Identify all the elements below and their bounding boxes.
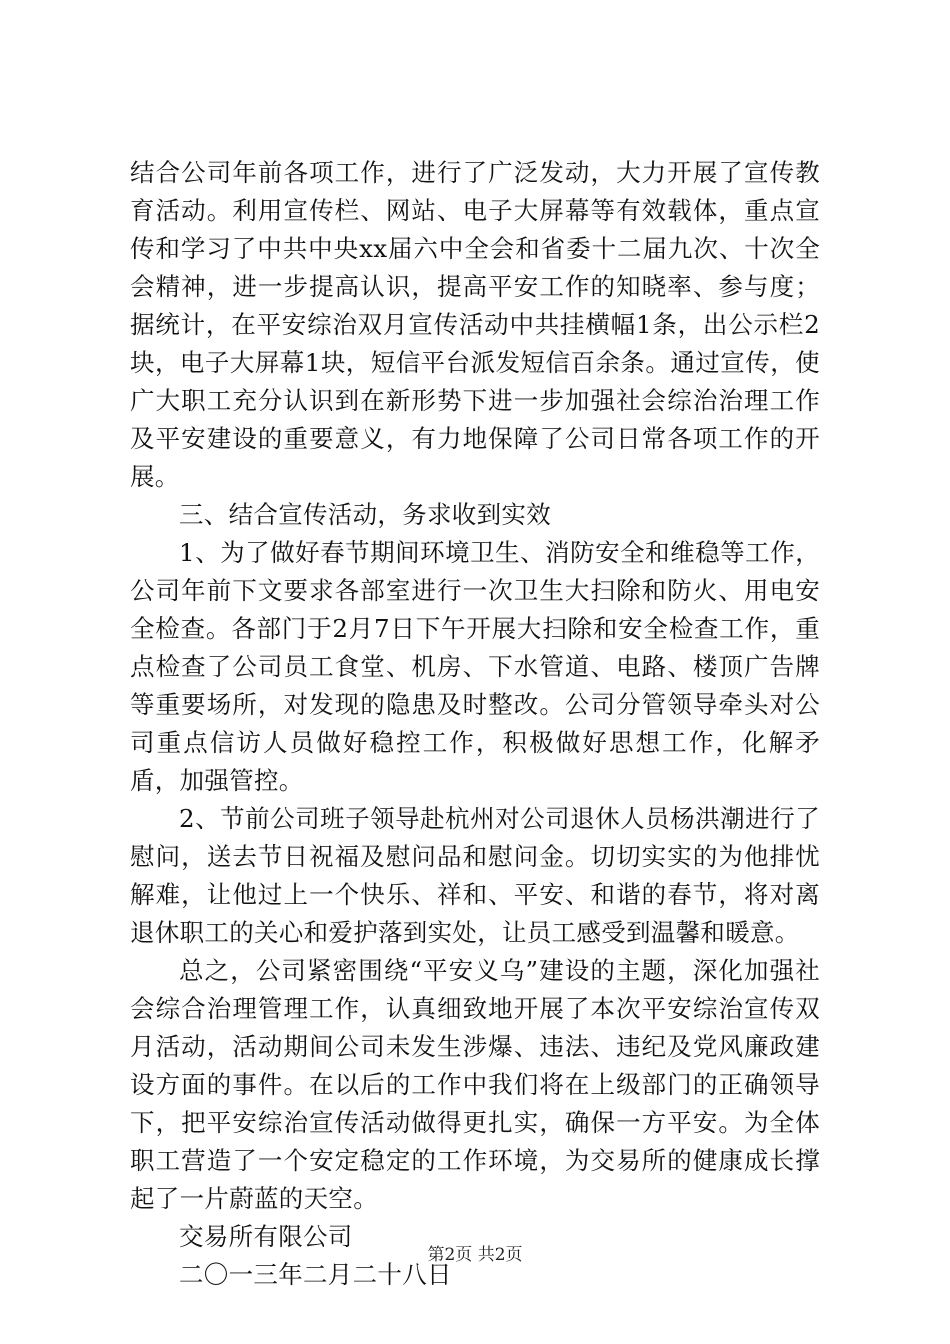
paragraph-conclusion: 总之，公司紧密围绕“平安义乌”建设的主题，深化加强社会综合治理管理工作，认真细致地开展了本次平安综治宣传双月活动，活动期间公司未发生涉爆、违法、违纪及党风廉政建设方面的事件。在以后的工作中我们将在上级部门的正确领导下，把平安综治宣传活动做得更扎实，确保一方平安。为全体职工营造了一个安定稳定的工作环境，为交易所的健康成长撑起了一片蔚蓝的天空。: [130, 956, 820, 1213]
page-number-footer: 第2页 共2页: [427, 1245, 523, 1265]
paragraph-item-two: 2、节前公司班子领导赴杭州对公司退休人员杨洪潮进行了慰问，送去节日祝福及慰问品和慰问金。切切实实的为他排忧解难，让他过上一个快乐、祥和、平安、和谐的春节，将对离退休职工的关心和爱护落到实处，让员工感受到温馨和暖意。: [130, 804, 820, 947]
signature-company: 交易所有限公司: [179, 1222, 353, 1251]
paragraph-publicity-summary: 结合公司年前各项工作，进行了广泛发动，大力开展了宣传教育活动。利用宣传栏、网站、电子大屏幕等有效载体，重点宣传和学习了中共中央xx届六中全会和省委十二届九次、十次全会精神，进一步提高认识，提高平安工作的知晓率、参与度；据统计，在平安综治双月宣传活动中共挂横幅1条，出公示栏2块，电子大屏幕1块，短信平台派发短信百余条。通过宣传，使广大职工充分认识到在新形势下进一步加强社会综治治理工作及平安建设的重要意义，有力地保障了公司日常各项工作的开展。: [130, 158, 820, 491]
signature-date: 二〇一三年二月二十八日: [179, 1260, 452, 1289]
document-body: [130, 154, 820, 1294]
section-heading-three: 三、结合宣传活动，务求收到实效: [179, 500, 551, 529]
paragraph-item-one: 1、为了做好春节期间环境卫生、消防安全和维稳等工作，公司年前下文要求各部室进行一次卫生大扫除和防火、用电安全检查。各部门于2月7日下午开展大扫除和安全检查工作，重点检查了公司员工食堂、机房、下水管道、电路、楼顶广告牌等重要场所，对发现的隐患及时整改。公司分管领导牵头对公司重点信访人员做好稳控工作，积极做好思想工作，化解矛盾，加强管控。: [130, 538, 820, 795]
